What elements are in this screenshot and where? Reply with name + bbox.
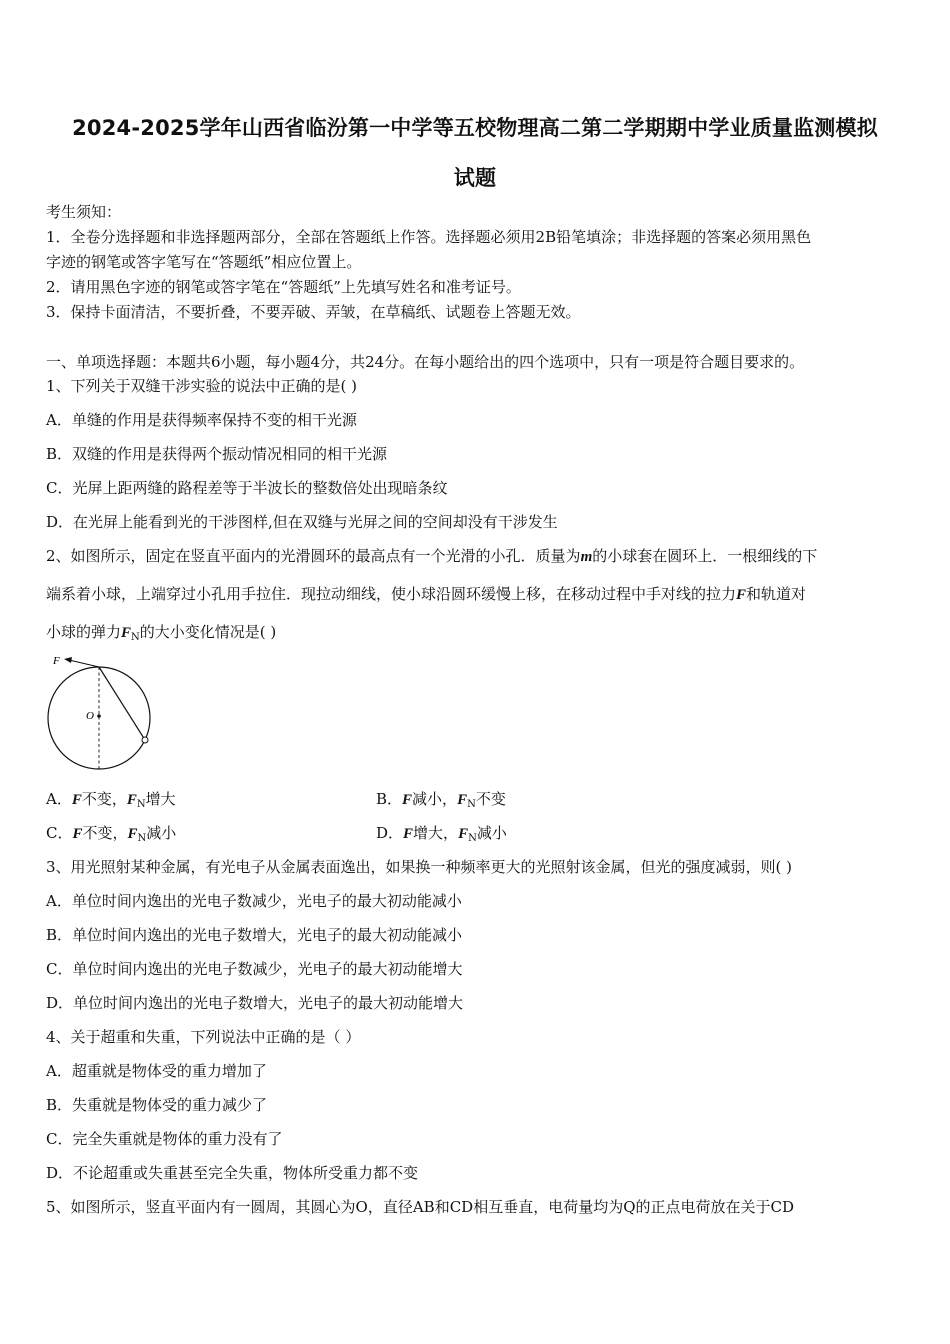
mass-symbol: m bbox=[580, 549, 593, 565]
question-3-option-b: B．单位时间内逸出的光电子数增大，光电子的最大初动能减小 bbox=[46, 926, 463, 944]
ball bbox=[142, 737, 148, 743]
question-4-option-a: A．超重就是物体受的重力增加了 bbox=[46, 1062, 267, 1080]
question-3-option-d: D．单位时间内逸出的光电子数增大，光电子的最大初动能增大 bbox=[46, 994, 464, 1012]
question-1-option-d: D．在光屏上能看到光的干涉图样,但在双缝与光屏之间的空间却没有干涉发生 bbox=[46, 513, 558, 531]
question-4-option-c: C．完全失重就是物体的重力没有了 bbox=[46, 1130, 283, 1148]
question-1-stem: 1、下列关于双缝干涉实验的说法中正确的是( ) bbox=[46, 377, 358, 395]
string-line bbox=[99, 667, 145, 740]
notice-heading: 考生须知： bbox=[46, 203, 122, 221]
question-1-option-a: A．单缝的作用是获得频率保持不变的相干光源 bbox=[46, 411, 357, 429]
notice-item: 2．请用黑色字迹的钢笔或答字笔在“答题纸”上先填写姓名和准考证号。 bbox=[46, 278, 521, 296]
question-3-option-a: A．单位时间内逸出的光电子数减少，光电子的最大初动能减小 bbox=[46, 892, 462, 910]
question-2-stem-line-2: 端系着小球，上端穿过小孔用手拉住．现拉动细线，使小球沿圆环缓慢上移，在移动过程中手对线的拉力F和轨道对 bbox=[46, 585, 807, 603]
ring-diagram bbox=[44, 652, 156, 776]
page-title-continued: 试题 bbox=[453, 166, 497, 190]
question-4-stem: 4、关于超重和失重，下列说法中正确的是（ ） bbox=[46, 1028, 361, 1046]
label-F: F bbox=[53, 655, 60, 667]
arrow-head-icon bbox=[64, 657, 72, 663]
question-1-option-c: C．光屏上距两缝的路程差等于半波长的整数倍处出现暗条纹 bbox=[46, 479, 448, 497]
page-title: 2024-2025学年山西省临汾第一中学等五校物理高二第二学期期中学业质量监测模拟 bbox=[72, 116, 878, 140]
notice-item: 3．保持卡面清洁，不要折叠，不要弄破、弄皱，在草稿纸、试题卷上答题无效。 bbox=[46, 303, 581, 321]
force-symbol: F bbox=[736, 587, 747, 603]
notice-item: 字迹的钢笔或答字笔写在“答题纸”相应位置上。 bbox=[46, 253, 362, 271]
question-1-option-b: B．双缝的作用是获得两个振动情况相同的相干光源 bbox=[46, 445, 388, 463]
question-5-stem: 5、如图所示，竖直平面内有一圆周，其圆心为O，直径AB和CD相互垂直，电荷量均为Q的正点电荷放在关于CD bbox=[46, 1198, 795, 1216]
normal-force-symbol: F bbox=[121, 625, 132, 641]
question-2-option-b: B．F减小，$F_N$不变 bbox=[376, 790, 506, 810]
question-3-option-c: C．单位时间内逸出的光电子数减少，光电子的最大初动能增大 bbox=[46, 960, 463, 978]
question-2-stem-line-3: 小球的弹力$F_N$的大小变化情况是( ) bbox=[46, 623, 277, 643]
notice-item: 1．全卷分选择题和非选择题两部分，全部在答题纸上作答。选择题必须用2B铅笔填涂；非选择题的答案必须用黑色 bbox=[46, 228, 812, 246]
question-2-option-a: A．F不变，$F_N$增大 bbox=[46, 790, 176, 810]
pull-line bbox=[69, 660, 99, 667]
label-O: O bbox=[86, 710, 94, 722]
center-point bbox=[97, 714, 101, 718]
question-3-stem: 3、用光照射某种金属，有光电子从金属表面逸出，如果换一种频率更大的光照射该金属，但光的强度减弱，则( ) bbox=[46, 858, 793, 876]
question-4-option-b: B．失重就是物体受的重力减少了 bbox=[46, 1096, 268, 1114]
question-4-option-d: D．不论超重或失重甚至完全失重，物体所受重力都不变 bbox=[46, 1164, 419, 1182]
question-2-stem-line-1: 2、如图所示，固定在竖直平面内的光滑圆环的最高点有一个光滑的小孔．质量为m的小球套在圆环上．一根细线的下 bbox=[46, 547, 818, 565]
section-heading: 一、单项选择题：本题共6小题，每小题4分，共24分。在每小题给出的四个选项中，只有一项是符合题目要求的。 bbox=[46, 353, 805, 371]
question-2-option-c: C．F不变，$F_N$减小 bbox=[46, 824, 177, 844]
question-2-option-d: D．F增大，$F_N$减小 bbox=[376, 824, 507, 844]
